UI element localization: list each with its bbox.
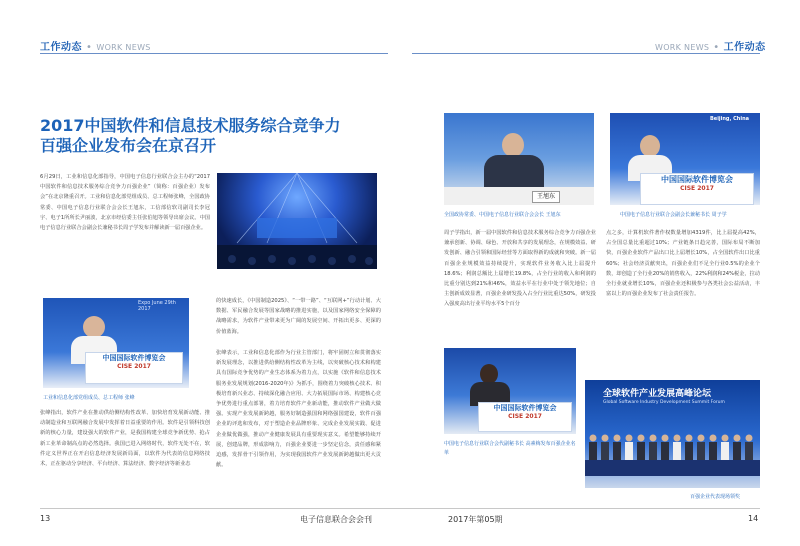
speaker-head-3: [480, 364, 498, 384]
speaker-wangxudong-photo: [444, 113, 594, 205]
stage-lights-graphic: [217, 173, 377, 269]
page-number-right: 14: [748, 514, 759, 523]
header-right-rule: [412, 53, 760, 54]
col2-para1: 的快速成长，《中国制造2025》、“一带一路”、“互联网+”行动计划、大数据、军民融合发展等国家战略的推进实施，以及国家网络安全保障的战略需求，为软件产业带来更为广阔的发展空间、开拓出更多、更深的价值蓝海。: [216, 298, 381, 335]
cise-brand-text: 中国国际软件博览会: [102, 354, 166, 362]
header-left-en: WORK NEWS: [96, 43, 151, 52]
forum-banner-title: 全球软件产业发展高峰论坛: [603, 389, 712, 399]
caption-right-bottom: 百强企业代表现场领奖: [690, 494, 741, 500]
col3-para1: 周子学指出，新一届中国软件和信息技术服务综合竞争力百强企业兼承创新、协调、绿色、开放和共享的发展理念，在规模效益、研发创新、融合引领和国际经营等方面取得新的成就和突破。新一届百强企业规模效益持续提升，实现软件业务收入比上届提升18.6%；利润总额比上届增长19.8%，占全行业的收入和利润的比重分别达到21%和46%，效益水平在行业中处于领先地位；自主创新成效显著，百强企业研发投入占全行业比重达50%，研发投入强度高出行业平均水平5个百分: [444, 230, 596, 308]
caption-right-top-left: 全国政协常委、中国电子信息行业联合会会长 王旭东: [444, 212, 561, 218]
speaker-zhouzixue-photo: [610, 113, 760, 205]
speaker-head: [502, 133, 524, 157]
awardees-row-graphic: [585, 426, 760, 476]
cise-podium-sign-3: [478, 402, 572, 432]
cise-brand-text-3: 中国国际软件博览会: [493, 404, 557, 412]
caption-right-mid: 中国电子信息行业联合会代副秘书长 高素梅发布百强企业名单: [444, 441, 576, 456]
cise-year-text-2: CISE 2017: [680, 185, 714, 192]
header-left-cn: 工作动态: [40, 42, 82, 53]
cise-podium-sign: [85, 352, 183, 384]
cise-brand-text-2: 中国国际软件博览会: [661, 175, 733, 184]
header-left-rule: [40, 53, 388, 54]
caption-left-photo: 工业和信息化部党组成员、总工程师 张峰: [43, 395, 135, 401]
forum-banner-en: Global Software Industry Development Summit Forum: [603, 400, 725, 405]
cise-year-text: CISE 2017: [117, 363, 151, 370]
header-right-en: WORK NEWS: [655, 43, 710, 52]
header-left: 工作动态 • WORK NEWS: [40, 42, 151, 53]
speaker-gaosumei-photo: [444, 348, 576, 434]
stage-date-banner: Expo June 29th 2017: [138, 300, 176, 312]
award-ceremony-photo: [585, 380, 760, 488]
speaker-body-dark: [484, 155, 544, 189]
speaker-head-2: [640, 135, 660, 157]
cise-podium-sign-2: [640, 173, 754, 205]
speaker-zhangfeng-photo: [43, 298, 189, 388]
article-title: [40, 116, 360, 156]
city-banner: Beijing, China: [710, 116, 749, 122]
footer-issue: 2017年第05期: [448, 515, 503, 524]
article-title-line2: 百强企业发布会在京召开: [40, 136, 217, 155]
col1-para1: 6月29日，工业和信息化部指导，中国电子信息行业联合会主办的“2017中国软件和信息技术服务综合竞争力百强企业”（简称：百强企业）发布会”在北京隆重召开。工业和信息化部党组成员、总工程师张峰，全国政协常委、中国电子信息行业联合会会长王旭东，工信部信软司副司长李冠宇、电子1所所长尹丽波，北京市经信委主任张伯旭等领导出席会议。中国电子信息行业联合会副会长兼秘书长周子学发布并解读新一届百强企业。: [40, 174, 210, 232]
col2-para2: 张峰表示，工业和信息化部作为行业主管部门，将牢固树立和贯彻落实新发展理念，以推进供给侧结构性改革为主线，以突破核心技术和构建具有国际竞争优势的产业生态体系为着力点，以实施《软件和信息技术服务业发展规划(2016-2020年)》为抓手，围绕着力突破核心技术、积极培育新兴业态、持续深化融合应用、大力拓展国际市场、构建核心竞争优势进行重点部署，着力培育软件产业新动能，推动软件产业做大做强。实现产业发展新跨越，服务好制造强国和网络强国建设，软件百强企业的评选和发布，对于塑造企业品牌形象、完成企业发展实践、促进企业做优做强，推动产业健康发展具有重要现实意义。希望能够持续开展，创建品牌，形成影响力，百强企业要进一步坚定信念，责任感和紧迫感，发挥骨干引领作用，为实现我国软件产业发展新跨越做出更大贡献。: [216, 350, 381, 469]
stage-photo: [217, 173, 377, 269]
col1-para2: 张峰指出，软件产业在推动供给侧结构性改革、加快培育发展新动能、推动制造业和互联网融合发展中发挥着日益重要的作用。软件是引领科技创新的核心力量，建设强大的软件产业，是我国构建全球竞争新优势、抢占新工业革命制高点的必然选择。我国已进入网络时代，软件无处不在，软件定义世界正在开启信息经济发展新局面，以软件为代表的信息网络技术，正在驱动分享经济、平台经济、算法经济、数字经济等新业态: [40, 410, 210, 468]
article-title-line1: 2017中国软件和信息技术服务综合竞争力: [40, 116, 341, 135]
speaker-figure: [83, 316, 105, 338]
caption-right-top-right: 中国电子信息行业联合会副会长兼秘书长 周子学: [620, 212, 727, 218]
footer-publication: 电子信息联合会会刊: [300, 515, 372, 524]
header-right: WORK NEWS • 工作动态: [655, 42, 766, 53]
name-card: 王旭东: [532, 191, 560, 203]
cise-year-text-3: CISE 2017: [508, 413, 542, 420]
page-number-left: 13: [40, 514, 51, 523]
desk: [444, 187, 594, 205]
footer-rule: [40, 508, 760, 509]
header-right-cn: 工作动态: [723, 42, 766, 53]
col4-para1: 点之多，计算机软件著作权数量增加4319件，比上届提高42%，占全国总量比重超过10%；产业链条日趋完善，国际布局不断加快，百强企业软件产品出口比上届增长10%，占全国软件出口比重60%；社会经济贡献突出，百强企业们不足全行业0.5%的企业个数，却创造了全行业20%的销售收入，22%利润和24%税金，拉动全行业就业增长10%，百强企业还积极参与各类社会公益活动，丰富以上的百强企业发布了社会责任报告。: [606, 230, 760, 298]
